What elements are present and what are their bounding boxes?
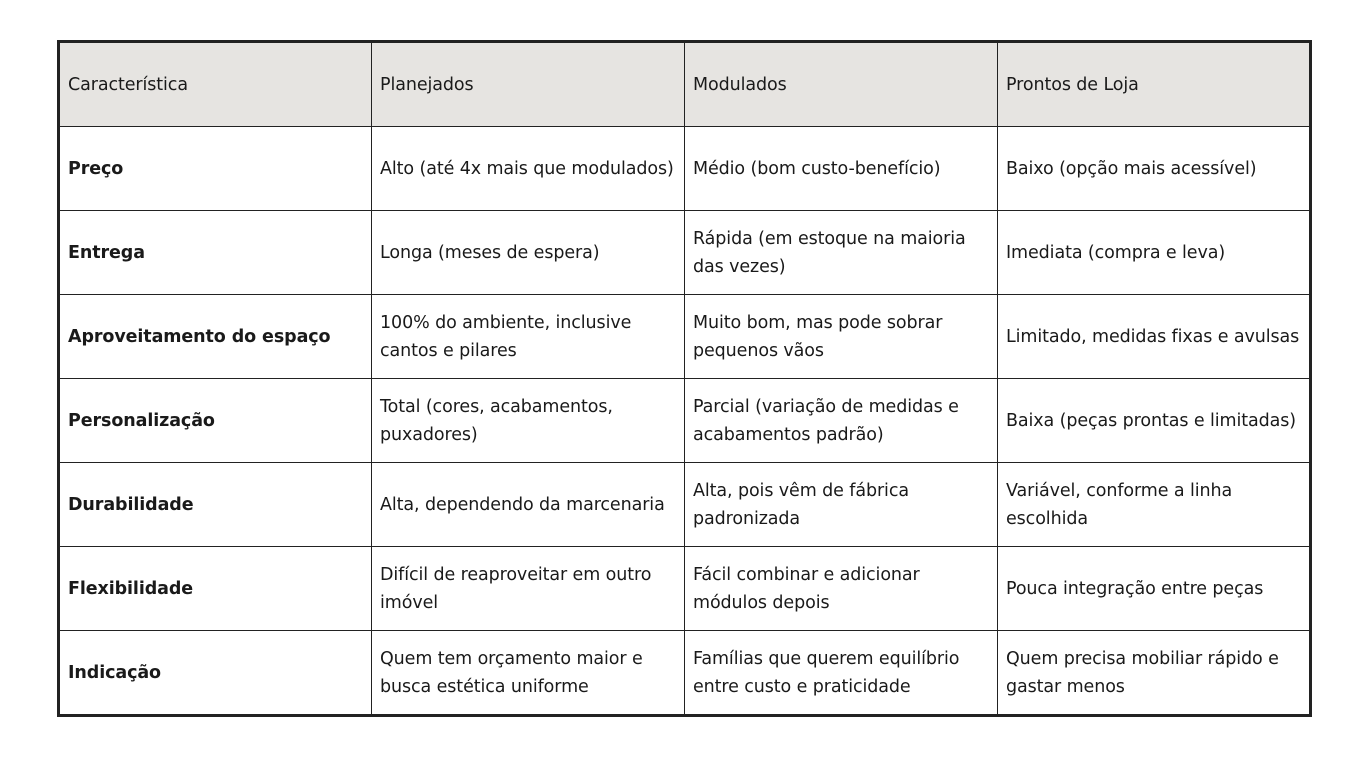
header-planejados: Planejados <box>372 42 685 127</box>
cell-modulados: Famílias que querem equilíbrio entre custo e praticidade <box>685 631 998 716</box>
cell-modulados: Rápida (em estoque na maioria das vezes) <box>685 211 998 295</box>
table-row <box>59 379 1311 463</box>
table-row <box>59 547 1311 631</box>
cell-prontos: Quem precisa mobiliar rápido e gastar menos <box>998 631 1311 716</box>
row-label: Durabilidade <box>59 463 372 547</box>
table-row <box>59 211 1311 295</box>
cell-planejados: Difícil de reaproveitar em outro imóvel <box>372 547 685 631</box>
table-row <box>59 463 1311 547</box>
cell-prontos: Baixo (opção mais acessível) <box>998 127 1311 211</box>
table-header <box>59 42 1311 127</box>
cell-modulados: Médio (bom custo-benefício) <box>685 127 998 211</box>
cell-prontos: Variável, conforme a linha escolhida <box>998 463 1311 547</box>
cell-modulados: Muito bom, mas pode sobrar pequenos vãos <box>685 295 998 379</box>
row-label: Entrega <box>59 211 372 295</box>
table-row <box>59 127 1311 211</box>
cell-planejados: 100% do ambiente, inclusive cantos e pilares <box>372 295 685 379</box>
cell-planejados: Alta, dependendo da marcenaria <box>372 463 685 547</box>
header-prontos-de-loja: Prontos de Loja <box>998 42 1311 127</box>
cell-prontos: Imediata (compra e leva) <box>998 211 1311 295</box>
cell-modulados: Alta, pois vêm de fábrica padronizada <box>685 463 998 547</box>
cell-modulados: Fácil combinar e adicionar módulos depois <box>685 547 998 631</box>
cell-prontos: Pouca integração entre peças <box>998 547 1311 631</box>
row-label: Preço <box>59 127 372 211</box>
cell-planejados: Total (cores, acabamentos, puxadores) <box>372 379 685 463</box>
cell-prontos: Limitado, medidas fixas e avulsas <box>998 295 1311 379</box>
cell-modulados: Parcial (variação de medidas e acabamentos padrão) <box>685 379 998 463</box>
table-row <box>59 631 1311 716</box>
row-label: Flexibilidade <box>59 547 372 631</box>
table-row <box>59 295 1311 379</box>
cell-prontos: Baixa (peças prontas e limitadas) <box>998 379 1311 463</box>
table-body <box>59 127 1311 716</box>
comparison-table <box>57 40 1312 717</box>
row-label: Personalização <box>59 379 372 463</box>
header-caracteristica: Característica <box>59 42 372 127</box>
cell-planejados: Quem tem orçamento maior e busca estética uniforme <box>372 631 685 716</box>
comparison-table-container <box>57 40 1309 717</box>
cell-planejados: Alto (até 4x mais que modulados) <box>372 127 685 211</box>
cell-planejados: Longa (meses de espera) <box>372 211 685 295</box>
header-row <box>59 42 1311 127</box>
row-label: Indicação <box>59 631 372 716</box>
header-modulados: Modulados <box>685 42 998 127</box>
row-label: Aproveitamento do espaço <box>59 295 372 379</box>
